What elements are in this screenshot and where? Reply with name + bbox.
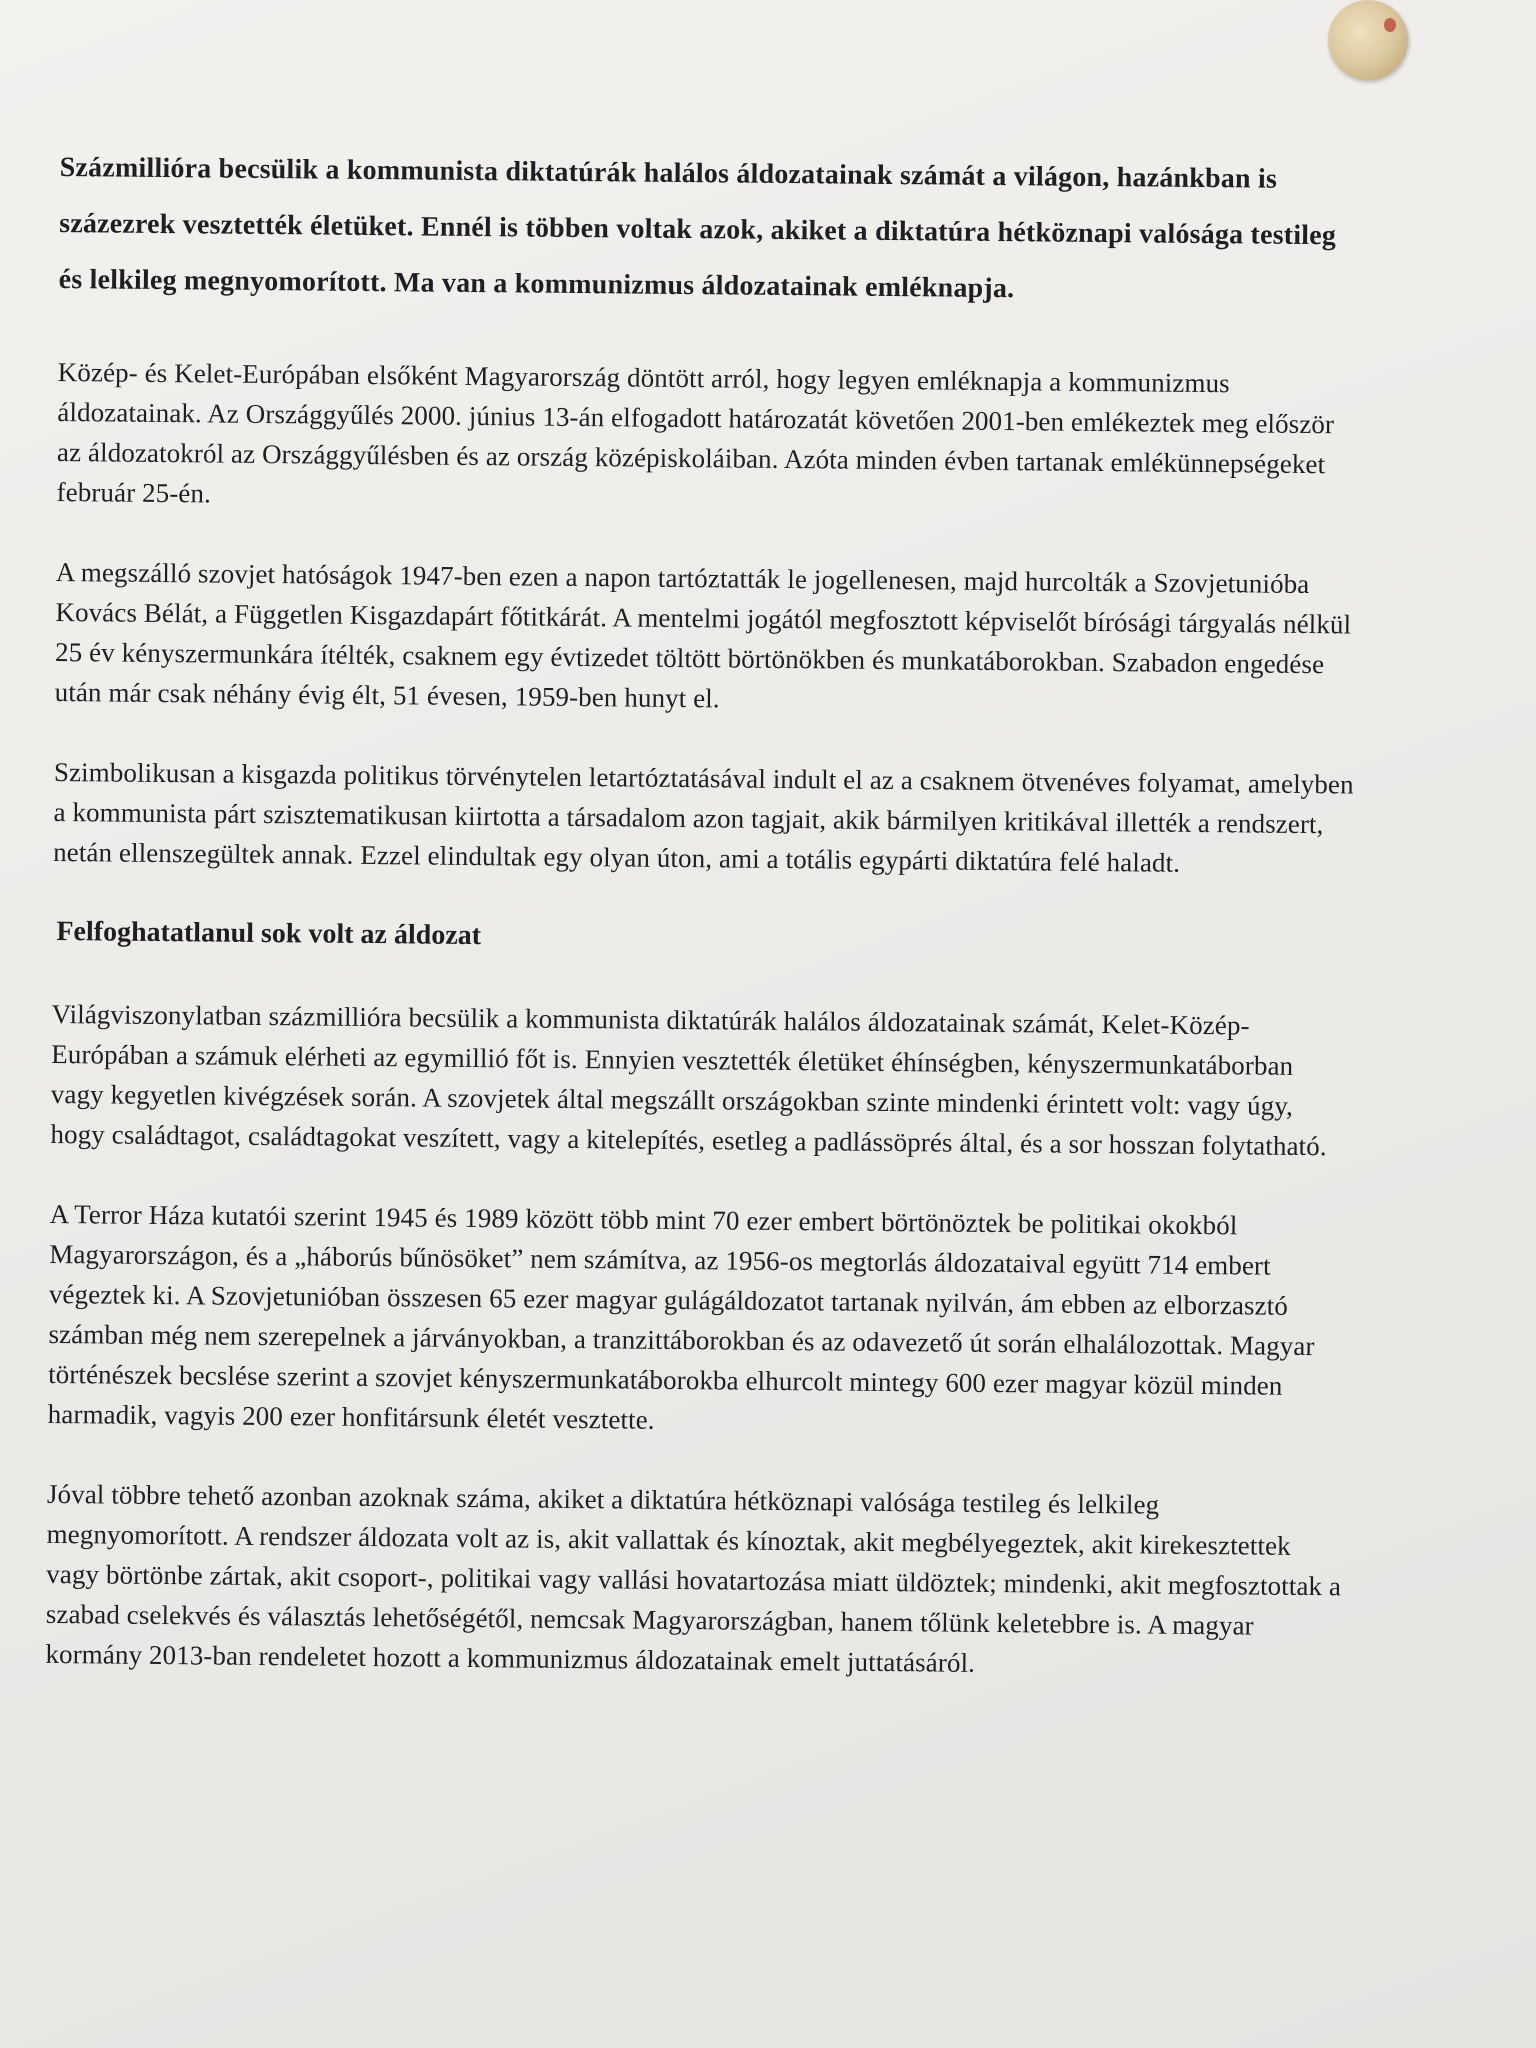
body-paragraph: Szimbolikusan a kisgazda politikus törvénytelen letartóztatásával indult el az a csaknem ötvenéves folyamat, amelyben a kommunista párt szisztematikusan kiirtotta a társadalom azon tagjait, akik bármilyen kritikával illették a rendszert, netán ellenszegültek annak. Ezzel elindultak egy olyan úton, ami a totális egypárti diktatúra felé haladt. [53,756,1354,878]
body-paragraph: Jóval többre tehető azonban azoknak száma, akiket a diktatúra hétköznapi valósága testileg és lelkileg megnyomorított. A rendszer áldozata volt az is, akit vallattak és kínoztak, akit megbélyegeztek, akit kirekesztettek vagy börtönbe zártak, akit csoport-, politikai vagy vallási hovatartozása miatt üldöztek; mindenki, akit megfosztottak a szabad cselekvés és választás lehetőségétől, nemcsak Magyarországban, hanem tőlünk keletebbre is. A magyar kormány 2013-ban rendeletet hozott a kommunizmus áldozatainak emelt juttatásáról. [45,1478,1342,1678]
body-paragraph: A Terror Háza kutatói szerint 1945 és 1989 között több mint 70 ezer embert börtönöztek be politikai okokból Magyarországon, és a „háborús bűnösöket” nem számítva, az 1956-os megtorlás áldozataival együtt 714 embert végeztek ki. A Szovjetunióban összesen 65 ezer magyar gulágáldozatot tartanak nyilván, ám ebben az elborzasztó számban még nem szerepelnek a járványokban, a tranzittáborokban és az odavezető út során elhalálozottak. Magyar történészek becslése szerint a szovjet kényszermunkatáborokba elhurcolt mintegy 600 ezer magyar közül minden harmadik, vagyis 200 ezer honfitársunk életét vesztette. [47,1198,1315,1435]
body-paragraph: Közép- és Kelet-Európában elsőként Magyarország döntött arról, hogy legyen emléknapja a kommunizmus áldozatainak. Az Országgyűlés 2000. június 13-án elfogadott határozatát követően 2001-ben emlékeztek meg először az áldozatokról az Országgyűlésben és az ország középiskoláiban. Azóta minden évben tartanak emlékünnepségeket február 25-én. [56,356,1335,509]
section-heading: Felfoghatatlanul sok volt az áldozat [56,916,482,952]
lead-paragraph: Százmillióra becsülik a kommunista diktatúrák halálos áldozatainak számát a világon, hazánkban is százezrek vesztették életüket. Ennél is többen voltak azok, akiket a diktatúra hétköznapi valósága testileg és lelkileg megnyomorított. Ma van a kommunizmus áldozatainak emléknapja. [58,151,1337,305]
body-paragraph: Világviszonylatban százmillióra becsülik a kommunista diktatúrák halálos áldozatainak számát, Kelet-Közép-Európában a számuk elérheti az egymillió főt is. Ennyien vesztették életüket éhínségben, kényszermunkatáborban vagy kegyetlen kivégzések során. A szovjetek által megszállt országokban szinte mindenki érintett volt: vagy úgy, hogy családtagot, családtagokat veszített, vagy a kitelepítés, esetleg a padlássöprés által, és a sor hosszan folytatható. [50,998,1327,1162]
body-paragraph: A megszálló szovjet hatóságok 1947-ben ezen a napon tartóztatták le jogellenesen, majd hurcolták a Szovjetunióba Kovács Bélát, a Független Kisgazdapárt főtitkárát. A mentelmi jogától megfosztott képviselőt bírósági tárgyalás nélkül 25 év kényszermunkára ítélték, csaknem egy évtizedet töltött börtönökben és munkatáborokban. Szabadon engedése után már csak néhány évig élt, 51 évesen, 1959-ben hunyt el. [54,556,1352,714]
document-page [45,140,1360,1726]
coin-object [1328,0,1408,80]
